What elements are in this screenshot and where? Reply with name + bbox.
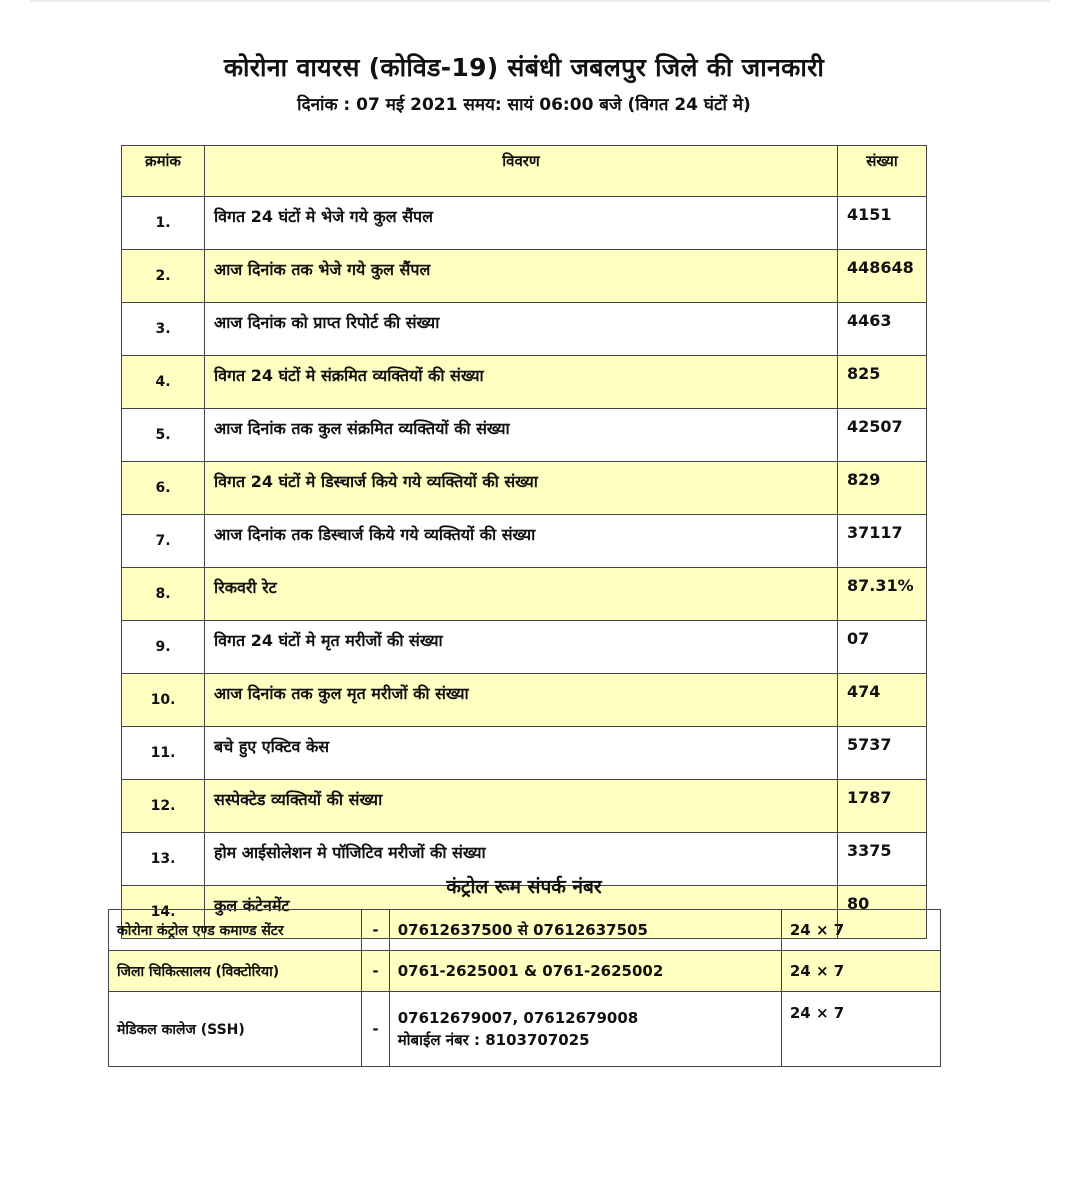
table-row [122,197,927,250]
row-description: विगत 24 घंटों मे डिस्चार्ज किये गये व्यक्तियों की संख्या [205,462,838,515]
row-count: 07 [838,621,927,674]
row-sno: 2. [122,250,205,303]
row-count: 5737 [838,727,927,780]
contact-dash: - [362,910,389,951]
row-description: आज दिनांक तक कुल मृत मरीजों की संख्या [205,674,838,727]
contact-numbers [389,951,781,992]
header-sno: क्रमांक [122,146,205,197]
table-row [122,621,927,674]
row-description: विगत 24 घंटों मे संक्रमित व्यक्तियों की संख्या [205,356,838,409]
page-title: कोरोना वायरस (कोविड-19) संबंधी जबलपुर जिले की जानकारी [223,53,825,82]
row-count: 1787 [838,780,927,833]
row-sno: 10. [122,674,205,727]
contact-dash: - [362,992,389,1067]
row-count: 37117 [838,515,927,568]
row-sno: 11. [122,727,205,780]
row-description: आज दिनांक तक डिस्चार्ज किये गये व्यक्तियों की संख्या [205,515,838,568]
contact-hours: 24 × 7 [781,992,940,1067]
table-row [122,250,927,303]
covid-stats-table [121,145,927,939]
contact-hours: 24 × 7 [781,910,940,951]
contact-number-line: 07612679007, 07612679008 [397,1009,639,1027]
row-sno: 12. [122,780,205,833]
header-description: विवरण [205,146,838,197]
contact-name: कोरोना कंट्रोल एण्ड कमाण्ड सेंटर [109,910,362,951]
row-description: होम आईसोलेशन मे पॉजिटिव मरीजों की संख्या [205,833,838,886]
table-row [122,462,927,515]
table-row [122,780,927,833]
row-count: 448648 [838,250,927,303]
table-row [122,515,927,568]
row-description: सस्पेक्टेड व्यक्तियों की संख्या [205,780,838,833]
row-description: विगत 24 घंटों मे मृत मरीजों की संख्या [205,621,838,674]
row-count: 825 [838,356,927,409]
table-row [122,727,927,780]
contact-numbers [389,910,781,951]
contact-number-line: मोबाईल नंबर : 8103707025 [397,1031,590,1049]
table-header-row [122,146,927,197]
row-sno: 9. [122,621,205,674]
contacts-title: कंट्रोल रूम संपर्क नंबर [446,876,602,898]
row-sno: 6. [122,462,205,515]
contacts-table [108,909,941,1067]
row-count: 829 [838,462,927,515]
row-sno: 8. [122,568,205,621]
contact-row [109,951,941,992]
row-sno: 14. [122,886,205,939]
header-count: संख्या [838,146,927,197]
table-row [122,409,927,462]
row-count: 87.31% [838,568,927,621]
contact-hours: 24 × 7 [781,951,940,992]
row-sno: 5. [122,409,205,462]
row-count: 4151 [838,197,927,250]
row-count: 80 [838,886,927,939]
row-description: विगत 24 घंटों मे भेजे गये कुल सैंपल [205,197,838,250]
contact-row [109,992,941,1067]
table-row [122,568,927,621]
row-sno: 1. [122,197,205,250]
row-sno: 13. [122,833,205,886]
contact-name: मेडिकल कालेज (SSH) [109,992,362,1067]
row-description: आज दिनांक को प्राप्त रिपोर्ट की संख्या [205,303,838,356]
row-description: आज दिनांक तक कुल संक्रमित व्यक्तियों की संख्या [205,409,838,462]
table-row [122,674,927,727]
row-count: 42507 [838,409,927,462]
row-count: 4463 [838,303,927,356]
page-subtitle: दिनांक : 07 मई 2021 समय: सायं 06:00 बजे (विगत 24 घंटों मे) [297,95,751,115]
row-description: रिकवरी रेट [205,568,838,621]
contact-numbers [389,992,781,1067]
contact-name: जिला चिकित्सालय (विक्टोरिया) [109,951,362,992]
table-row [122,356,927,409]
row-sno: 7. [122,515,205,568]
row-description: आज दिनांक तक भेजे गये कुल सैंपल [205,250,838,303]
table-row [122,303,927,356]
contact-number-line: 0761-2625001 & 0761-2625002 [397,962,664,980]
row-description: बचे हुए एक्टिव केस [205,727,838,780]
row-count: 474 [838,674,927,727]
row-count: 3375 [838,833,927,886]
contact-row [109,910,941,951]
contact-dash: - [362,951,389,992]
row-sno: 4. [122,356,205,409]
row-sno: 3. [122,303,205,356]
contact-number-line: 07612637500 से 07612637505 [397,921,648,939]
row-description: कुल कंटेनमेंट [205,886,838,939]
top-divider [30,0,1050,2]
